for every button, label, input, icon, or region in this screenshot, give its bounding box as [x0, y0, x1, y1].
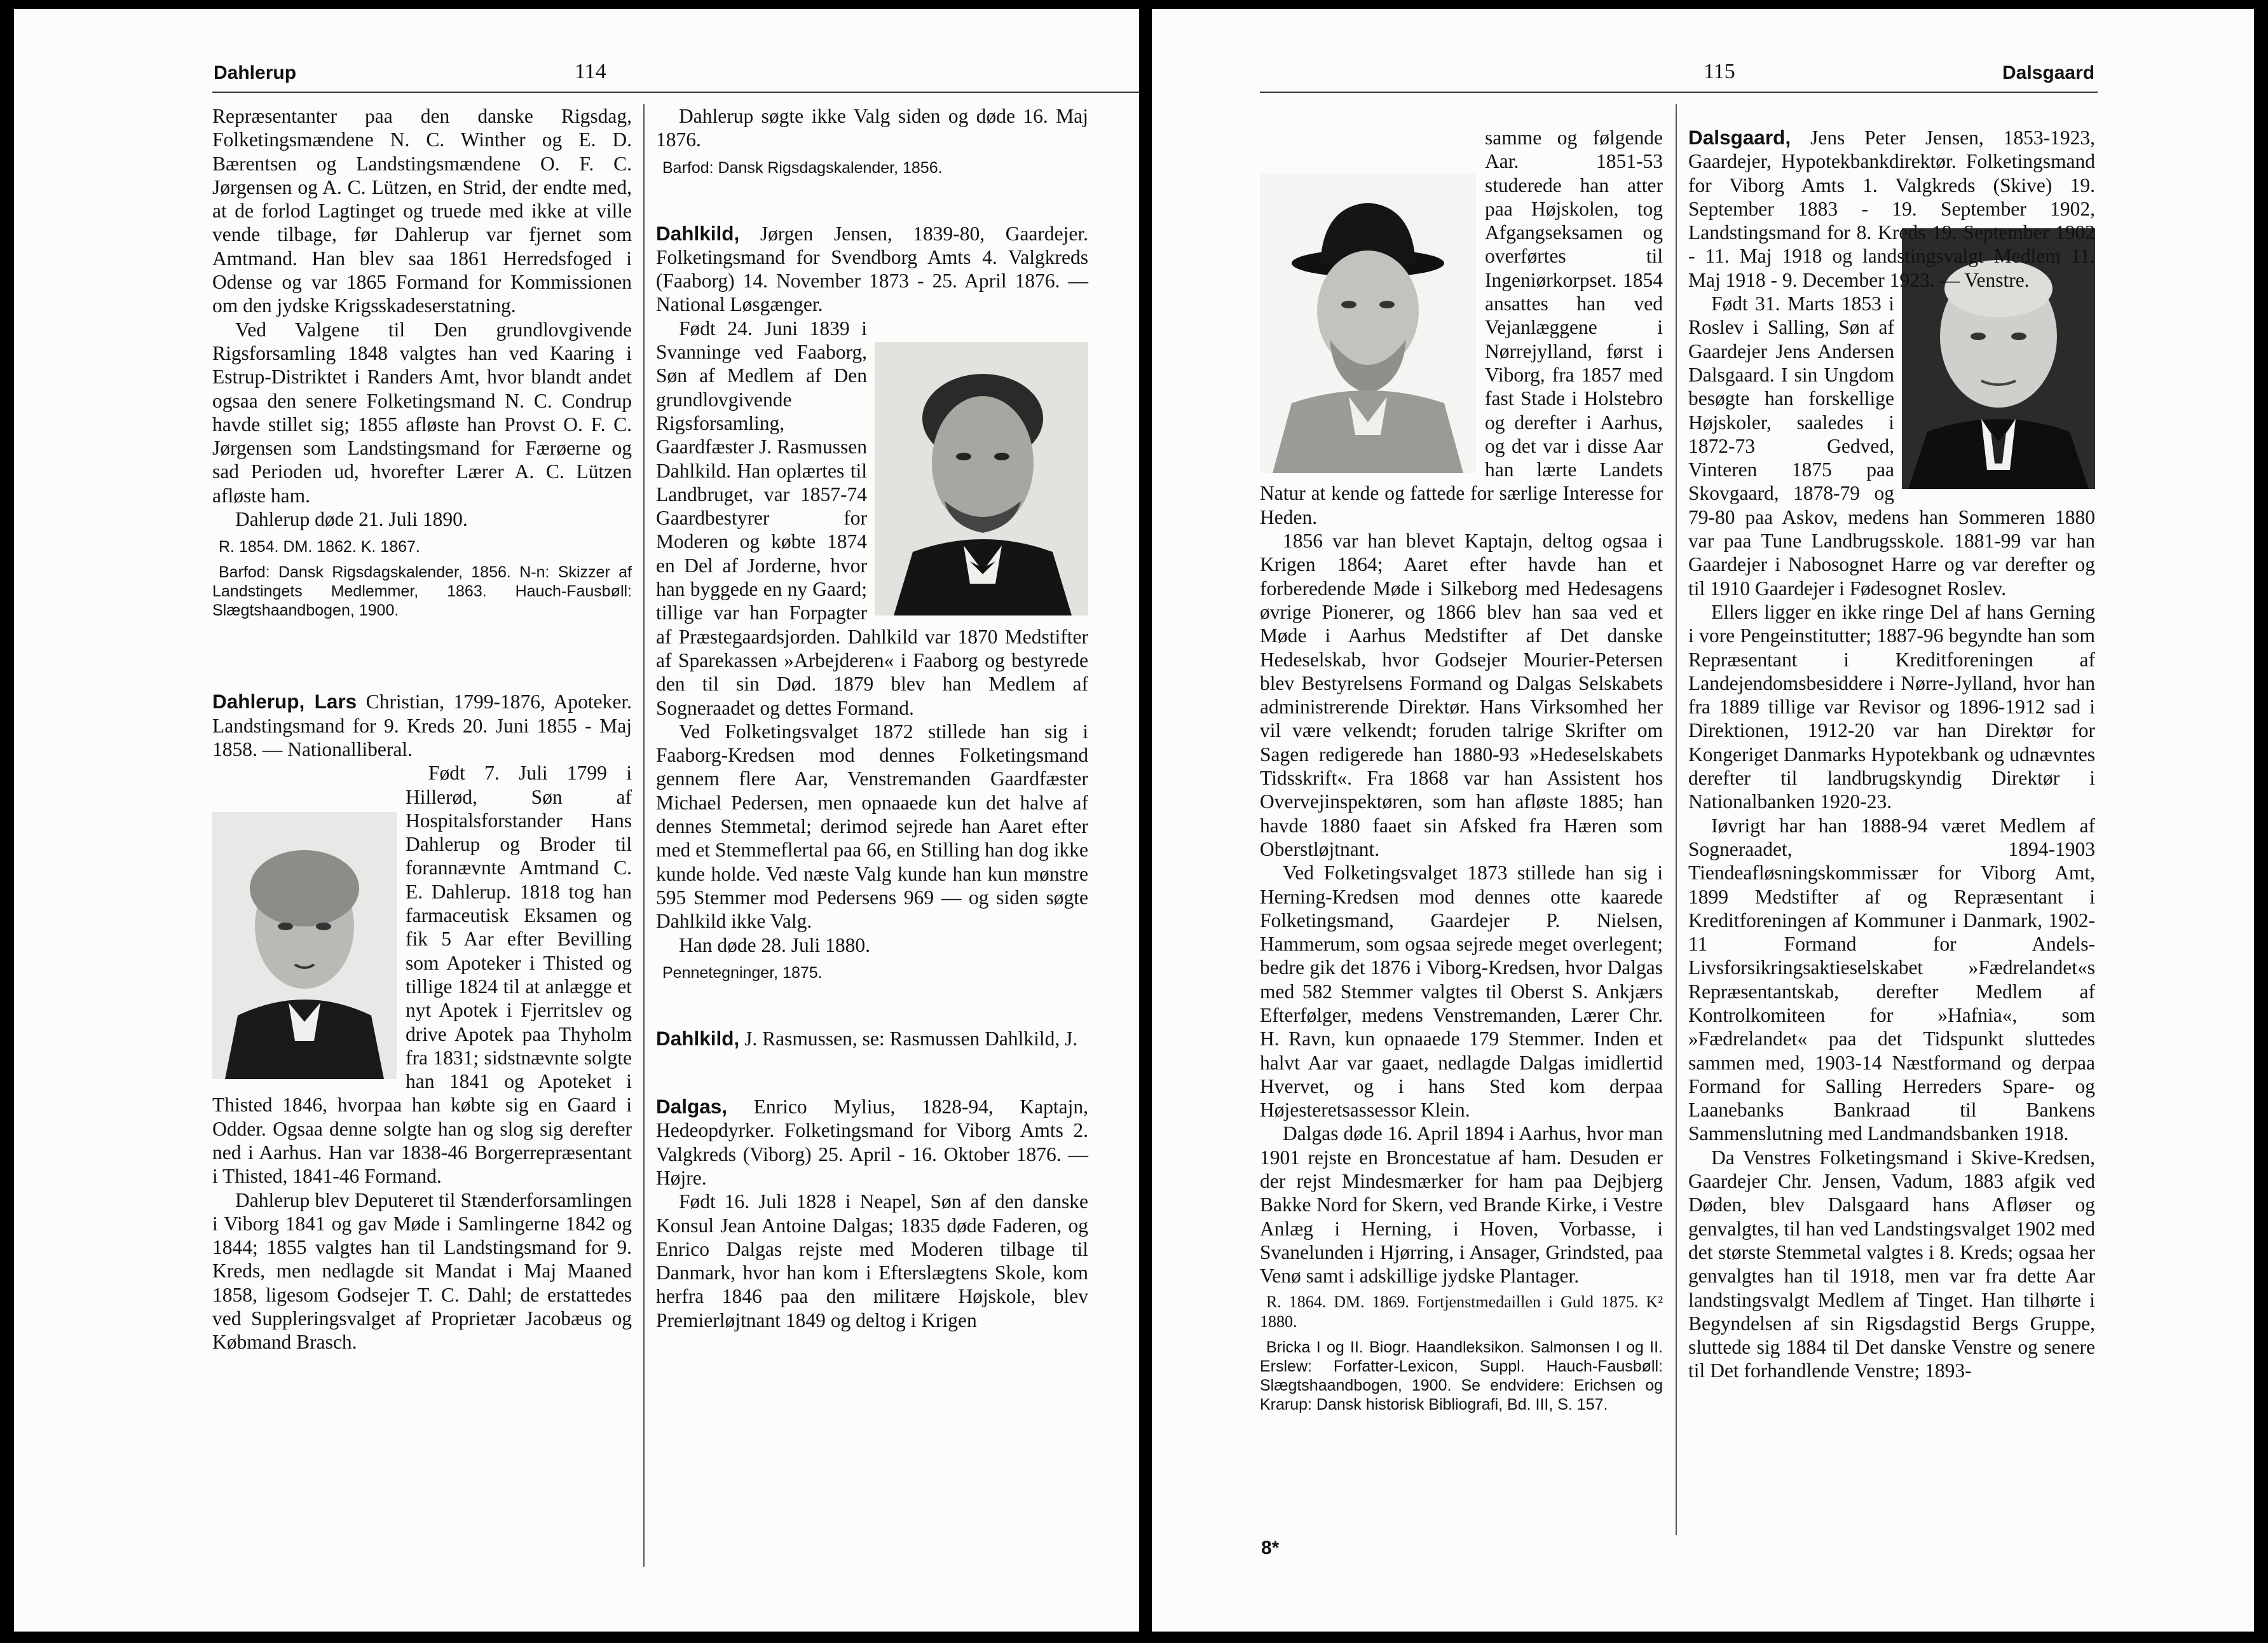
- paragraph: Født 24. Juni 1839 i Svanninge ved Faaborg, Søn af Medlem af Den grundlovgivende Rigsforsamling, Gaardfæster J. Rasmussen Dahlkild. Han oplærtes til Landbruget, var 1857-74 Gaardbestyrer for Moderen og købte 1874 en Del af Jorderne, hvor han byggede en ny Gaard; tillige var han Forpagter af Præstegaardsjorden. Dahlkild var 1870 Medstifter af Sparekassen »Arbejderen« i Faaborg og bestyrede den til sin Død. 1879 blev han Medlem af Sogneraadet og dettes Formand.: [656, 317, 1088, 719]
- left-column-2: [656, 104, 1088, 1332]
- page-number-right: 115: [1704, 60, 1735, 83]
- left-column-1: [212, 104, 632, 1354]
- page-number-left: 114: [575, 60, 606, 83]
- paragraph: samme og følgende Aar. 1851-53 studerede han atter paa Højskolen, tog Afgangseksamen og overførtes til Ingeniørkorpset. 1854 ansattes han ved Vejanlæggene i Nørrejylland, først i Viborg, fra 1857 med fast Stade i Holstebro og derefter i Aarhus, og det var i disse Aar han lærte Landets Natur at kende og fattede for særlige Interesse for Heden.: [1260, 127, 1663, 528]
- column-divider-left: [643, 104, 645, 1567]
- sources: Bricka I og II. Biogr. Haandleksikon. Salmonsen I og II. Erslew: Forfatter-Lexicon, Suppl. Hauch-Fausbøll: Slægtshaandbogen, 1900. Se endvidere: Erichsen og Krarup: Dansk historisk Bibliografi, Bd. III, S. 157.: [1260, 1338, 1663, 1413]
- paragraph: Dalgas døde 16. April 1894 i Aarhus, hvor man 1901 rejste en Broncestatue af ham. Desuden er der rejst Mindesmærker for ham paa Dejbjerg Bakke Nord for Skern, ved Brande Kirke, i Vestre Anlæg i Herning, i Hoven, Vorbasse, i Svanelunden i Hjørring, i Ansager, Grindsted, paa Venø samt i adskillige jydske Plantager.: [1260, 1122, 1663, 1288]
- sources: Barfod: Dansk Rigsdagskalender, 1856.: [662, 158, 943, 177]
- entry-name: Dalsgaard,: [1688, 126, 1791, 149]
- right-column-2: [1688, 126, 2095, 1383]
- paragraph: Repræsentanter paa den danske Rigsdag, Folketingsmændene N. C. Winther og E. D. Bærentsen og Landstingsmændene O. F. C. Jørgensen og A. C. Lützen, en Strid, der endte med, at de forlod Lagtinget og truede med ikke at ville vende tilbage, før Dahlerup var fjernet som Amtmand. Han blev saa 1861 Herredsfoged i Odense og var 1865 Formand for Kommissionen om den jydske Krigsskadeserstatning.: [212, 105, 632, 317]
- entry-intro: Jørgen Jensen, 1839-80, Gaardejer. Folketingsmand for Svendborg Amts 4. Valgkreds (Faaborg) 14. November 1873 - 25. April 1876. — National Løsgænger.: [656, 222, 1088, 316]
- sources: Pennetegninger, 1875.: [662, 963, 823, 982]
- paragraph: Ved Valgene til Den grundlovgivende Rigsforsamling 1848 valgtes han ved Kaaring i Estrup-Distriktet i Randers Amt, hvor blandt andet ogsaa den senere Folketingsmand N. C. Condrup havde stillet sig; 1855 afløste han Provst O. F. C. Jørgensen som Landstingsmand for Færøerne og sad Perioden ud, hvorefter Lærer A. C. Lützen afløste ham.: [212, 318, 632, 507]
- portrait-dalgas: [1260, 174, 1476, 473]
- entry-name: Dahlkild,: [656, 221, 740, 245]
- awards: R. 1864. DM. 1869. Fortjenstmedaillen i Guld 1875. K² 1880.: [1260, 1292, 1663, 1331]
- entry-intro: Christian, 1799-1876, Apoteker. Landstingsmand for 9. Kreds 20. Juni 1855 - Maj 1858. — Nationalliberal.: [212, 691, 632, 760]
- signature-mark: 8*: [1261, 1537, 1280, 1558]
- entry-name: Dalgas,: [656, 1095, 728, 1118]
- paragraph: Han døde 28. Juli 1880.: [679, 933, 870, 956]
- entry-intro: J. Rasmussen, se: Rasmussen Dahlkild, J.: [739, 1027, 1078, 1050]
- portrait-dahlerup: [212, 812, 397, 1079]
- right-column-1: [1260, 126, 1663, 1418]
- sources: Barfod: Dansk Rigsdagskalender, 1856. N-n: Skizzer af Landstingets Medlemmer, 1863. Hauch-Fausbøll: Slægtshaandbogen, 1900.: [212, 563, 632, 620]
- header-rule-left: [212, 92, 1139, 93]
- right-page: [1152, 9, 2254, 1632]
- entry-dahlerup-lars: [212, 690, 632, 761]
- column-divider-right: [1676, 104, 1677, 1535]
- portrait-dahlkild: [875, 342, 1088, 615]
- paragraph: Ved Folketingsvalget 1873 stillede han sig i Herning-Kredsen mod dennes otte kaarede Folketingsmand, Gaardejer P. Nielsen, Hammerum, som ogsaa sejrede meget overlegent; bedre gik det 1876 i Viborg-Kredsen, hvor Dalgas med 582 Stemmer valgtes til Oberst S. Ankjærs Efterfølger, medens Venstremanden, Lærer Chr. H. Ravn, kun opnaaede 179 Stemmer. Inden et halvt Aar var gaaet, nedlagde Dalgas imidlertid Hvervet, og i hans Sted kom derpaa Højesteretsassessor Klein.: [1260, 862, 1663, 1122]
- paragraph: Ved Folketingsvalget 1872 stillede han sig i Faaborg-Kredsen mod dennes Folketingsmand gennem flere Aar, Venstremanden Gaardfæster Michael Pedersen, men opnaaede kun det halve af dennes Stemmetal; derimod sejrede han Aaret efter med et Stemmeflertal paa 66, en Stilling han dog ikke kunde holde. Ved næste Valg kunde han kun mønstre 595 Stemmer mod Pedersens 969 — og siden søgte Dahlkild ikke Valg.: [656, 720, 1088, 933]
- entry-name: Dahlerup, Lars: [212, 690, 357, 713]
- paragraph: Født 16. Juli 1828 i Neapel, Søn af den danske Konsul Jean Antoine Dalgas; 1835 døde Faderen, og Enrico Dalgas rejste med Moderen tilbage til Danmark, hvor han kom i Efterslægtens Skole, kom herfra 1846 paa den militære Højskole, blev Premierløjtnant 1849 og deltog i Krigen: [656, 1190, 1088, 1331]
- left-page: [14, 9, 1139, 1632]
- entry-intro: Jens Peter Jensen, 1853-1923, Gaardejer, Hypotekbankdirektør. Folketingsmand for Viborg Amts 1. Valgkreds (Skive) 19. September 1883 - 19. September 1902, Landstingsmand for 8. Kreds 19. September 1902 - 11. Maj 1918 og landstingsvalgt Medlem 11. Maj 1918 - 9. December 1923. — Venstre.: [1688, 127, 2095, 291]
- paragraph: Ellers ligger en ikke ringe Del af hans Gerning i vore Pengeinstitutter; 1887-96 begyndte han som Repræsentant i Kreditforeningen af Landejendomsbesiddere i Nørre-Jylland, hvor han fra 1889 tillige var Revisor og 1896-1912 sad i Direktionen, 1912-20 var han Direktør for Kongeriget Danmarks Hypotekbank og udnævntes derefter til landbrugskyndig Direktør i Nationalbanken 1920-23.: [1688, 600, 2095, 813]
- entry-dahlkild: [656, 222, 1088, 317]
- paragraph: Dahlerup døde 21. Juli 1890.: [235, 508, 468, 531]
- entry-dalgas: [656, 1095, 1088, 1190]
- running-head-right: Dalsgaard: [2002, 62, 2095, 83]
- entry-dahlkild-xref: [656, 1027, 1088, 1050]
- entry-dalsgaard: [1688, 126, 2095, 292]
- awards: R. 1854. DM. 1862. K. 1867.: [219, 538, 420, 556]
- paragraph: Født 7. Juli 1799 i Hillerød, Søn af Hospitalsforstander Hans Dahlerup og Broder til forannævnte Amtmand C. E. Dahlerup. 1818 tog han farmaceutisk Eksamen og fik 5 Aar efter Bevilling som Apoteker i Thisted og tillige 1824 til at anlægge et nyt Apotek i Fjerritslev og drive Apotek paa Thyholm fra 1831; sidstnævnte solgte han 1841 og Apoteket i Thisted 1846, hvorpaa han købte sig en Gaard i Odder. Ogsaa denne solgte han og slog sig derefter ned i Aarhus. Han var 1838-46 Borgerrepræsentant i Thisted, 1841-46 Formand.: [212, 762, 632, 1188]
- entry-intro: Enrico Mylius, 1828-94, Kaptajn, Hedeopdyrker. Folketingsmand for Viborg Amts 2. Valgkreds (Viborg) 25. April - 16. Oktober 1876. — Højre.: [656, 1096, 1088, 1189]
- header-rule-right: [1260, 92, 2098, 93]
- paragraph: Født 31. Marts 1853 i Roslev i Salling, Søn af Gaardejer Jens Andersen Dalsgaard. I sin Ungdom besøgte han forskellige Højskoler, saaledes i 1872-73 Gedved, Vinteren 1875 paa Skovgaard, 1878-79 og 79-80 paa Askov, medens han Sommeren 1880 var paa Tune Landbrugsskole. 1881-99 var han Gaardejer i Nabosognet Harre og var derefter og til 1910 Gaardejer i Fødesognet Roslev.: [1688, 292, 2095, 600]
- paragraph: 1856 var han blevet Kaptajn, deltog ogsaa i Krigen 1864; Aaret efter havde han et forberedende Møde i Silkeborg med Hedesagens øvrige Pionerer, og 1866 blev han saa ved et Møde i Aarhus Medstifter af Det danske Hedeselskab, hvor Godsejer Mourier-Petersen blev Bestyrelsens Formand og Dalgas Selskabets administrerende Direktør. Hans Virksomhed her vil være velkendt; foruden talrige Skrifter om Sagen redigerede han 1880-93 »Hedeselskabets Tidsskrift«. Fra 1868 var han Assistent hos Overvejinspektøren, som han afløste 1885; han havde 1880 faaet sin Afsked fra Hæren som Oberstløjtnant.: [1260, 530, 1663, 860]
- entry-name: Dahlkild,: [656, 1026, 740, 1050]
- paragraph: Iøvrigt har han 1888-94 været Medlem af Sogneraadet, 1894-1903 Tiendeafløsningskommissær for Viborg Amt, 1899 Medstifter af og Repræsentant i Kreditforeningen af Kommuner i Danmark, 1902-11 Formand for Andels-Livsforsikringsaktieselskabet »Fædrelandet«s Repræsentantskab, derefter Medlem af Kontrolkomiteen for »Hafnia«, som »Fædrelandet« paa det Tidspunkt sluttedes sammen med, 1903-14 Næstformand og derpaa Formand for Salling Herreders Spare- og Laanebanks Bankraad til Bankens Sammenslutning med Landmandsbanken 1918.: [1688, 814, 2095, 1145]
- running-head-left: Dahlerup: [214, 62, 297, 83]
- paragraph: Dahlerup blev Deputeret til Stænderforsamlingen i Viborg 1841 og gav Møde i Samlingerne 1842 og 1844; 1855 valgtes han til Landstingsmand for 9. Kreds, men nedlagde sit Mandat i Maj Maaned 1858, ligesom Godsejer T. C. Dahl; de erstattedes ved Suppleringsvalget af Proprietær Jacobæus og Købmand Brasch.: [212, 1188, 632, 1354]
- paragraph: Dahlerup søgte ikke Valg siden og døde 16. Maj 1876.: [656, 105, 1088, 151]
- paragraph: Da Venstres Folketingsmand i Skive-Kredsen, Gaardejer Chr. Jensen, Vadum, 1883 afgik ved Døden, blev Dalsgaard hans Afløser og genvalgtes, til han ved Landstingsvalget 1902 med det største Stemmetal valgtes i 8. Kreds; ogsaa her genvalgtes han til 1918, men var fra dette Aar landstingsvalgt Medlem af Tinget. Han tilhørte i Begyndelsen af sin Rigsdagstid Bergs Gruppe, sluttede sig 1884 til Det danske Venstre og senere til Det forhandlende Venstre; 1893-: [1688, 1146, 2095, 1382]
